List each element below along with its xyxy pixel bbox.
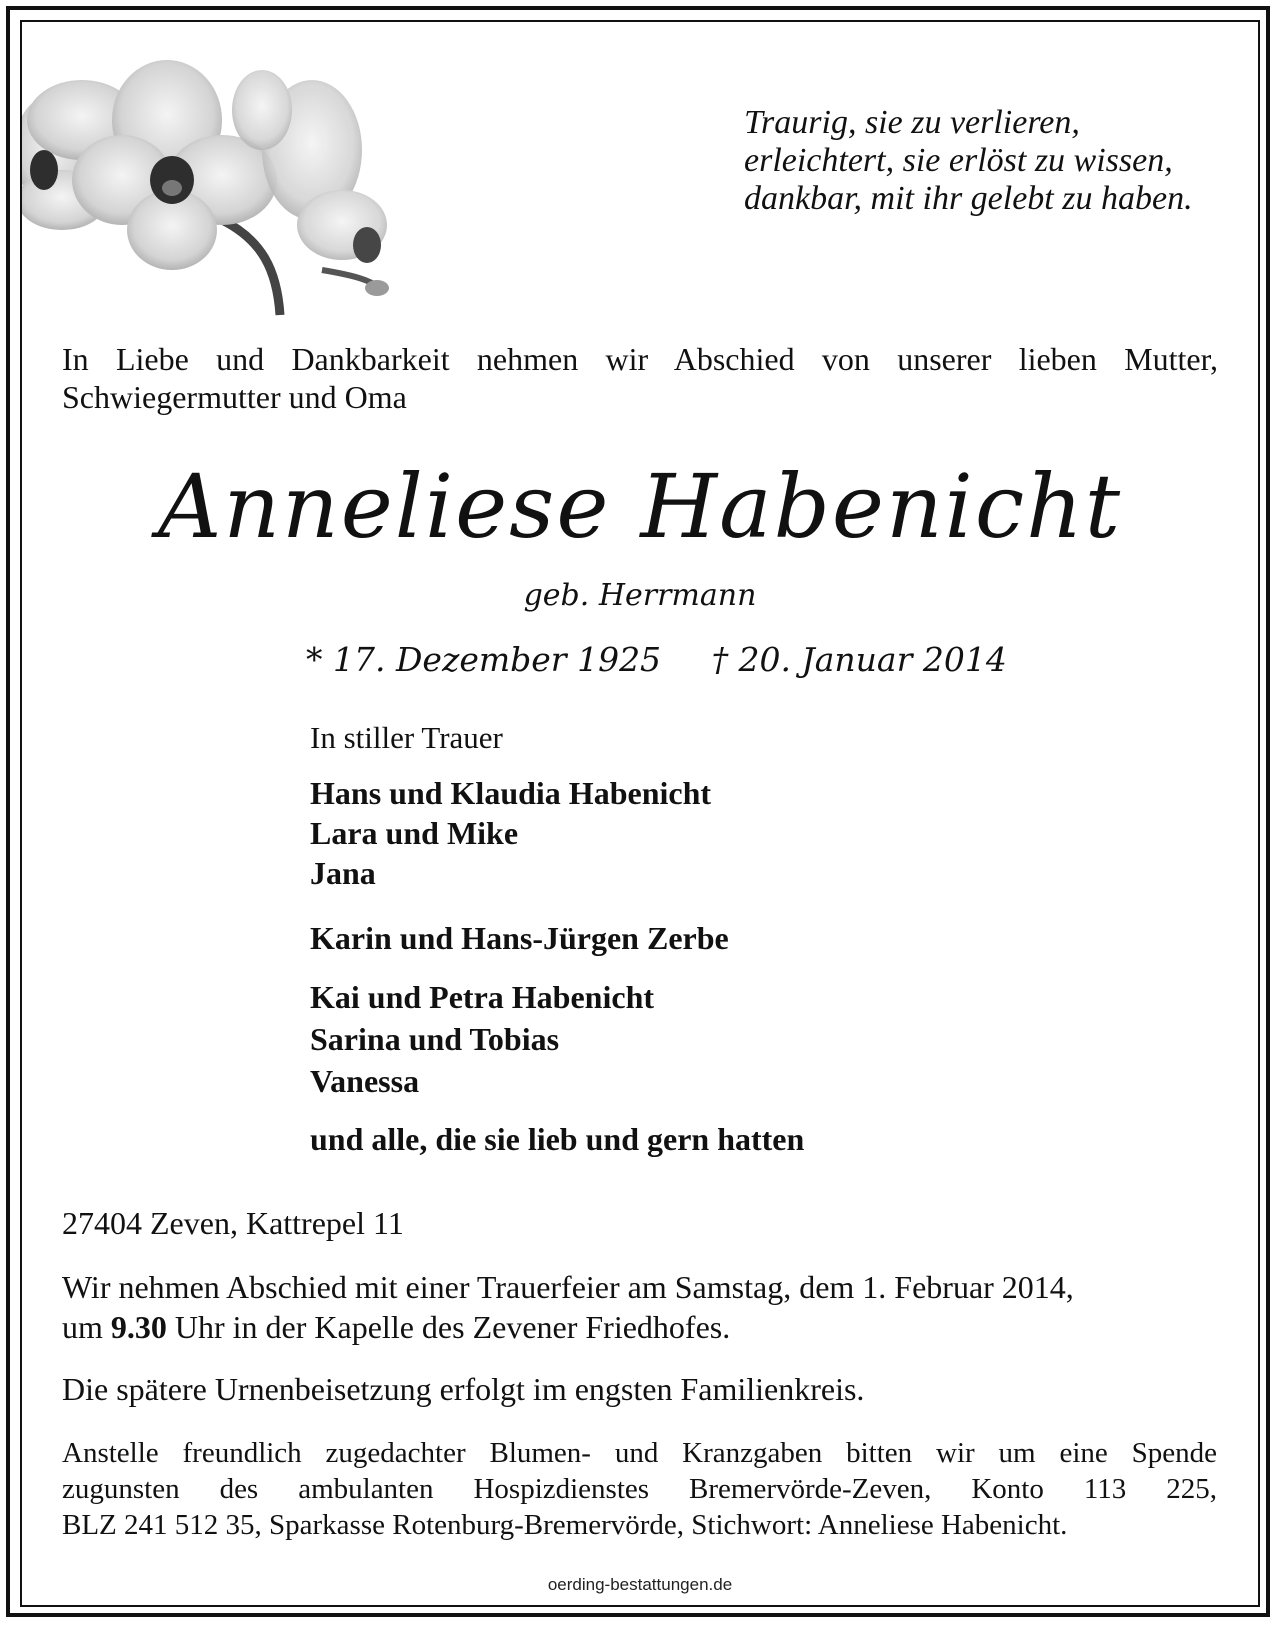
- death-date: † 20. Januar 2014: [711, 640, 1007, 679]
- ceremony-text: [62, 1267, 1220, 1347]
- mourner-name: Sarina und Tobias: [310, 1021, 560, 1057]
- donation-line: zugunsten des ambulanten Hospizdienstes Bremervörde-Zeven, Konto 113 225,: [62, 1473, 1217, 1505]
- orchid-image: [22, 30, 442, 320]
- donation-line: BLZ 241 512 35, Sparkasse Rotenburg-Bremervörde, Stichwort: Anneliese Habenicht.: [62, 1509, 1068, 1541]
- quote-line: dankbar, mit ihr gelebt zu haben.: [744, 180, 1193, 217]
- mourner-name: Karin und Hans-Jürgen Zerbe: [310, 920, 729, 956]
- donation-text: [62, 1435, 1217, 1543]
- footer-url: oerding-bestattungen.de: [547, 1575, 733, 1594]
- birth-name: geb. Herrmann: [523, 578, 757, 613]
- mourning-label: In stiller Trauer: [310, 720, 503, 755]
- life-dates: [306, 640, 1026, 679]
- mourner-name: Lara und Mike: [310, 815, 519, 851]
- birth-date: * 17. Dezember 1925: [306, 640, 662, 679]
- ceremony-pre: um: [62, 1309, 111, 1345]
- intro-line: In Liebe und Dankbarkeit nehmen wir Abschied von unserer lieben Mutter,: [62, 341, 1218, 377]
- address: 27404 Zeven, Kattrepel 11: [62, 1205, 404, 1241]
- intro-line: Schwiegermutter und Oma: [62, 379, 407, 415]
- mourner-name: und alle, die sie lieb und gern hatten: [310, 1121, 805, 1157]
- urn-note: Die spätere Urnenbeisetzung erfolgt im engsten Familienkreis.: [62, 1371, 865, 1407]
- mourner-name: Vanessa: [310, 1063, 420, 1099]
- quote-line: erleichtert, sie erlöst zu wissen,: [744, 142, 1173, 179]
- mourner-name: Hans und Klaudia Habenicht: [310, 775, 712, 811]
- mourner-name: Kai und Petra Habenicht: [310, 979, 655, 1015]
- ceremony-line: [62, 1307, 1220, 1347]
- ceremony-line: Wir nehmen Abschied mit einer Trauerfeier am Samstag, dem 1. Februar 2014,: [62, 1269, 1074, 1305]
- quote-line: Traurig, sie zu verlieren,: [744, 104, 1080, 141]
- donation-line: Anstelle freundlich zugedachter Blumen- und Kranzgaben bitten wir um eine Spende: [62, 1437, 1217, 1469]
- intro-text: [62, 340, 1218, 416]
- ceremony-time: 9.30: [110, 1309, 167, 1345]
- mourner-name: Jana: [310, 855, 376, 891]
- ceremony-post: Uhr in der Kapelle des Zevener Friedhofes.: [166, 1309, 731, 1345]
- deceased-name: Anneliese Habenicht: [157, 455, 1123, 558]
- quote-block: [744, 104, 1244, 218]
